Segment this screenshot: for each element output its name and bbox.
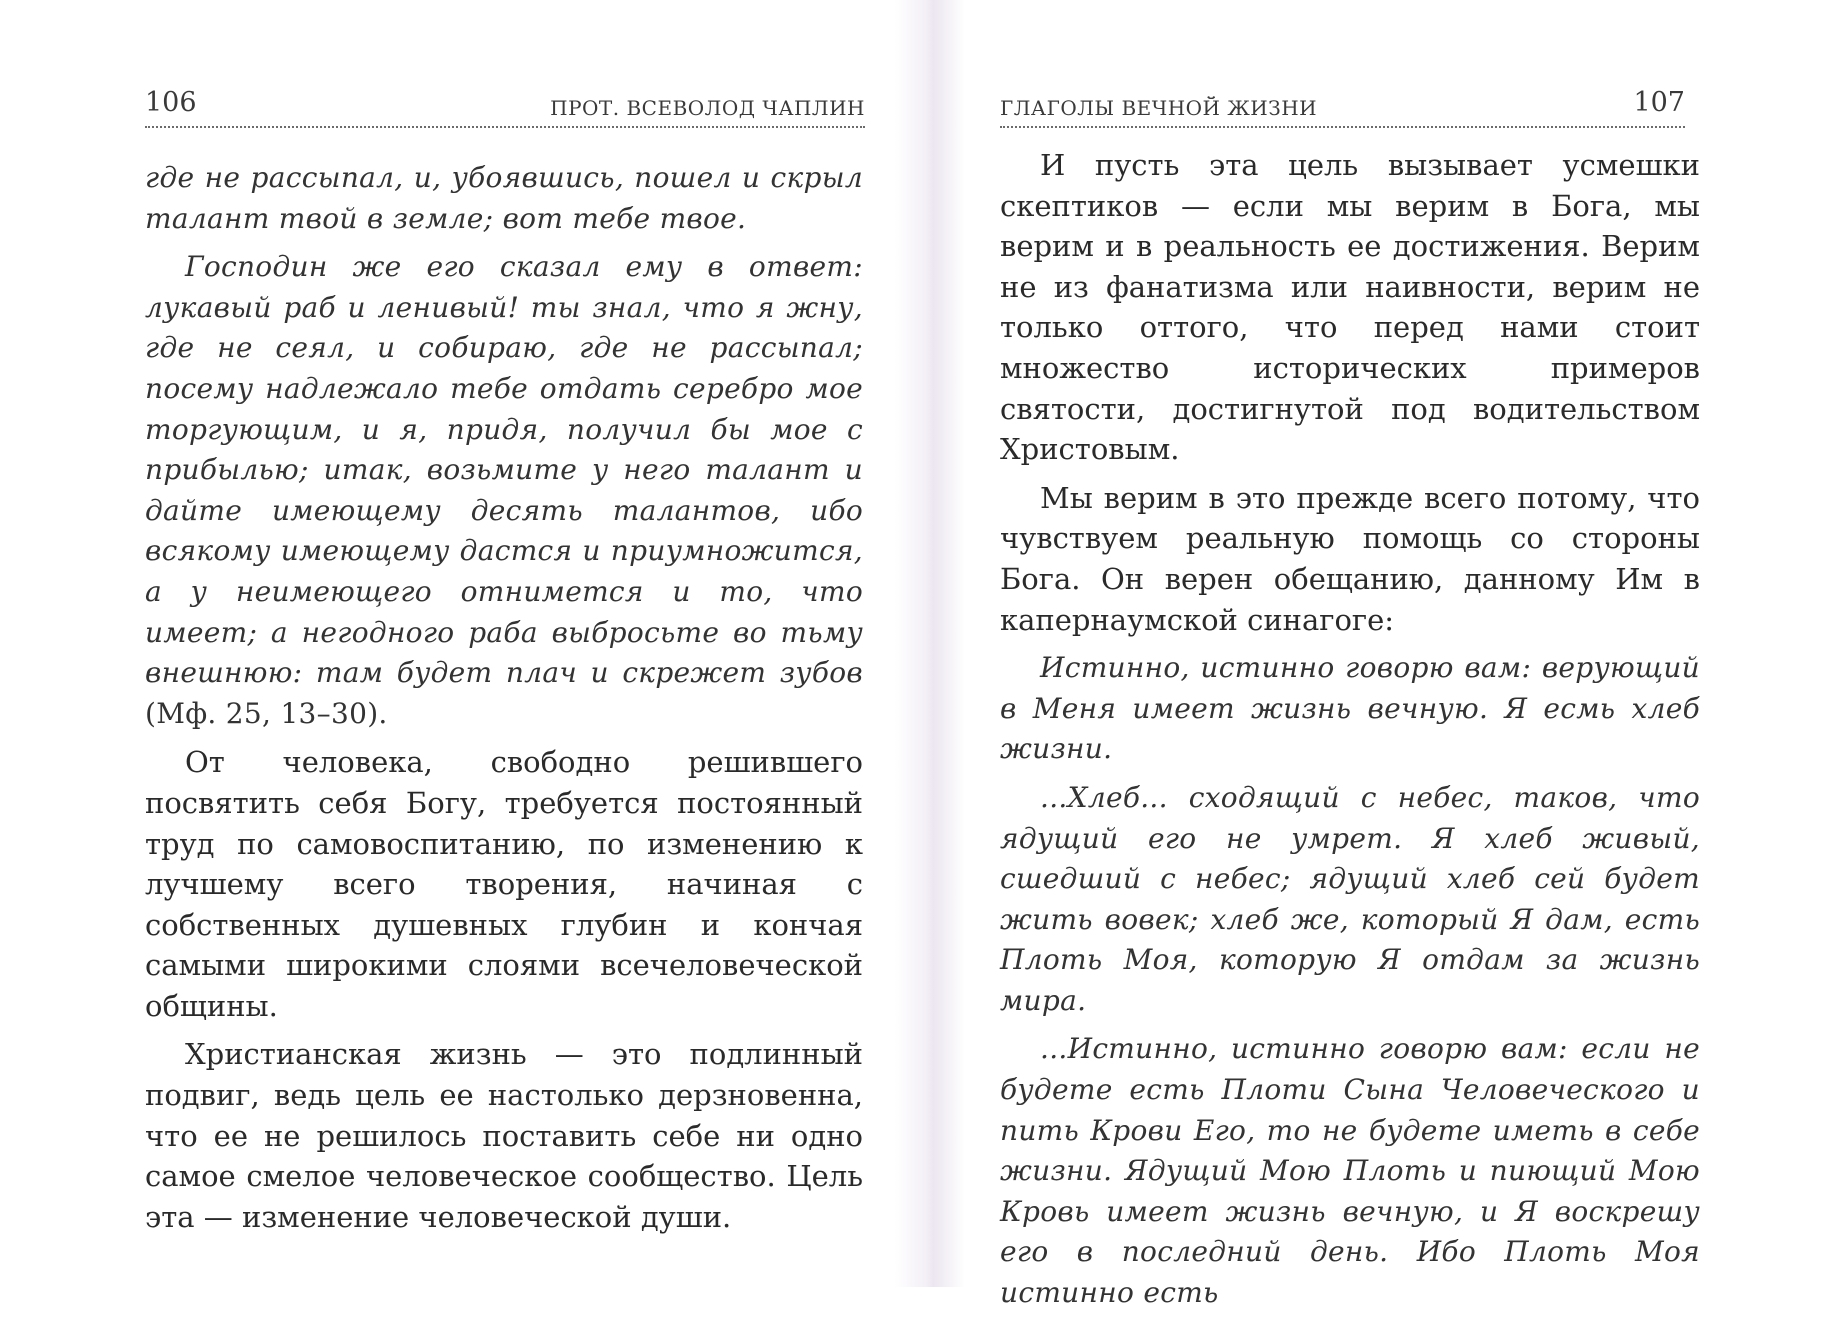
page-number-left: 106 [145, 87, 197, 118]
right-paragraph-5: ...Истинно, истинно говорю вам: если не будете есть Плоти Сына Человеческого и пить Крови Его, то не будете иметь в себе жизни. Ядущий Мою Плоть и пиющий Мою Кровь имеет жизнь вечную, и Я воскрешу его в последний день. Ибо Плоть Моя истинно есть [1000, 1032, 1700, 1310]
left-page-header [145, 82, 865, 128]
right-paragraph-3: Истинно, истинно говорю вам: верующий в Меня имеет жизнь вечную. Я есмь хлеб жизни. [1000, 651, 1700, 766]
scripture-reference: (Мф. 25, 13–30). [145, 696, 388, 730]
book-gutter [895, 0, 965, 1287]
left-paragraph-4: Христианская жизнь — это подлинный подвиг, ведь цель ее настолько дерзновенна, что ее не решилось поставить себе ни одно самое смелое человеческое сообщество. Цель эта — изменение человеческой души. [145, 1037, 863, 1234]
left-paragraph-3: От человека, свободно решившего посвятить себя Богу, требуется постоянный труд по самовоспитанию, по изменению к лучшему всего творения, начиная с собственных душевных глубин и кончая самыми широкими слоями всечеловеческой общины. [145, 745, 863, 1023]
right-page-body [1000, 145, 1700, 1322]
left-paragraph-1: где не рассыпал, и, убоявшись, пошел и скрыл талант твой в земле; вот тебе твое. [145, 161, 863, 235]
right-paragraph-4: ...Хлеб... сходящий с небес, таков, что ядущий его не умрет. Я хлеб живый, сшедший с небес; ядущий хлеб сей будет жить вовек; хлеб же, который Я дам, есть Плоть Моя, которую Я отдам за жизнь мира. [1000, 780, 1700, 1017]
right-page-header [1000, 82, 1685, 128]
left-page [0, 0, 895, 1287]
page-number-right: 107 [1633, 87, 1685, 118]
running-head-left: ПРОТ. ВСЕВОЛОД ЧАПЛИН [550, 96, 865, 120]
left-paragraph-2 [145, 247, 863, 734]
running-head-right: ГЛАГОЛЫ ВЕЧНОЙ ЖИЗНИ [1000, 96, 1318, 120]
right-paragraph-1: И пусть эта цель вызывает усмешки скептиков — если мы верим в Бога, мы верим и в реальность ее достижения. Верим не из фанатизма или наивности, верим не только оттого, что перед нами стоит множество исторических примеров святости, достигнутой под водительством Христовым. [1000, 148, 1700, 467]
parable-quote: Господин же его сказал ему в ответ: лукавый раб и ленивый! ты знал, что я жну, где не сеял, и собираю, где не рассыпал; посему надлежало тебе отдать серебро мое торгующим, и я, придя, получил бы мое с прибылью; итак, возьмите у него талант и дайте имеющему десять талантов, ибо всякому имеющему дастся и приумножится, а у неимеющего отнимется и то, что имеет; а негодного раба выбросьте во тьму внешнюю: там будет плач и скрежет зубов [145, 250, 863, 690]
left-page-body [145, 158, 863, 1245]
right-page [965, 0, 1837, 1310]
right-paragraph-2: Мы верим в это прежде всего потому, что чувствуем реальную помощь со стороны Бога. Он верен обещанию, данному Им в капернаумской синагоге: [1000, 480, 1700, 637]
